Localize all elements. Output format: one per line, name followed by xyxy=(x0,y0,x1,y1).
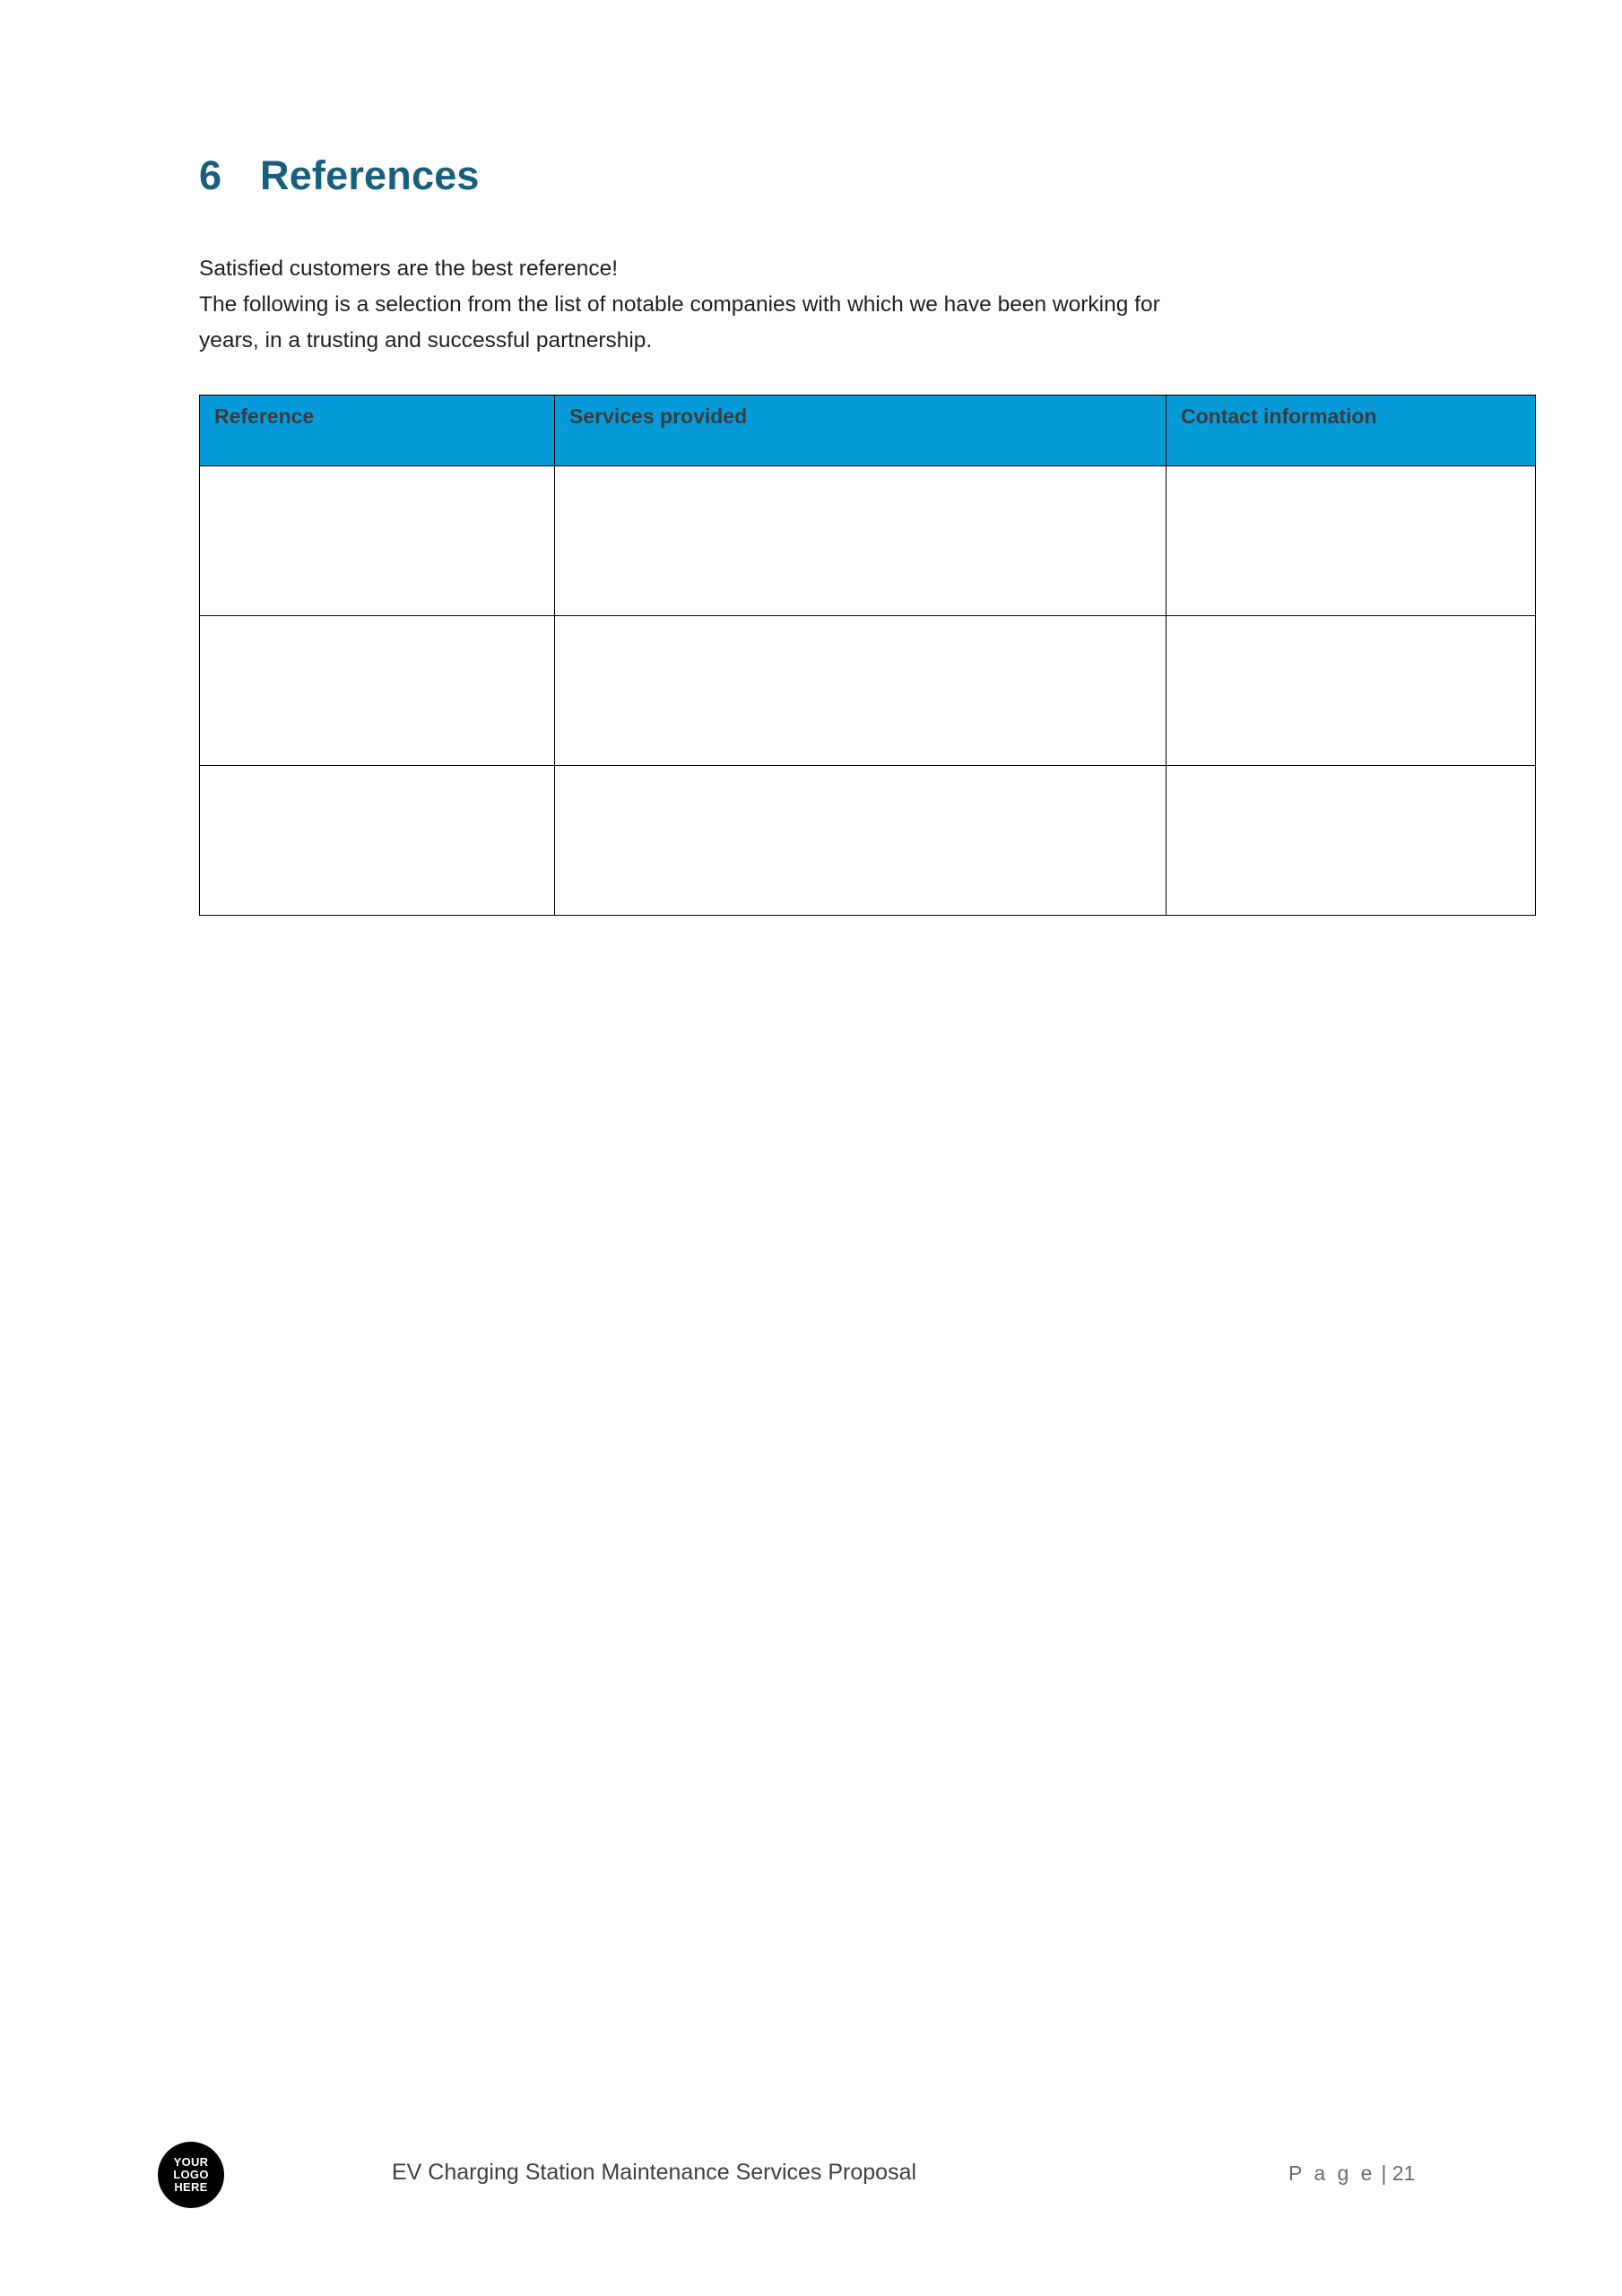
footer-page-word: P a g e xyxy=(1288,2161,1375,2185)
table-cell[interactable] xyxy=(555,616,1167,766)
table-row xyxy=(200,766,1536,916)
intro-line-2: The following is a selection from the list of notable companies with which we have been working for xyxy=(199,292,1160,317)
page-content xyxy=(199,0,1522,916)
logo-line-1: YOUR xyxy=(173,2155,209,2169)
table-header-row xyxy=(200,396,1536,466)
column-header-services-provided: Services provided xyxy=(555,396,1167,466)
column-header-contact-information: Contact information xyxy=(1167,396,1536,466)
footer-page-value: 21 xyxy=(1392,2161,1416,2185)
page-title xyxy=(199,152,1522,199)
table-cell[interactable] xyxy=(200,466,555,616)
intro-line-1: Satisfied customers are the best reference! xyxy=(199,257,619,281)
table-cell[interactable] xyxy=(1167,466,1536,616)
table-row xyxy=(200,616,1536,766)
column-header-reference: Reference xyxy=(200,396,555,466)
logo-line-2: LOGO xyxy=(173,2168,209,2181)
footer-document-title: EV Charging Station Maintenance Services Proposal xyxy=(392,2160,917,2185)
table-cell[interactable] xyxy=(1167,616,1536,766)
logo xyxy=(158,2142,224,2208)
section-title: References xyxy=(260,152,480,198)
table-cell[interactable] xyxy=(555,466,1167,616)
footer-page-number xyxy=(1288,2161,1415,2186)
intro-paragraph xyxy=(199,251,1445,359)
page-footer xyxy=(0,2117,1622,2296)
table-cell[interactable] xyxy=(200,766,555,916)
logo-line-3: HERE xyxy=(174,2180,208,2194)
intro-line-3: years, in a trusting and successful partnership. xyxy=(199,328,653,352)
table-cell[interactable] xyxy=(555,766,1167,916)
table-cell[interactable] xyxy=(1167,766,1536,916)
section-number: 6 xyxy=(199,152,222,198)
table-cell[interactable] xyxy=(200,616,555,766)
footer-page-separator: | xyxy=(1381,2161,1387,2185)
table-row xyxy=(200,466,1536,616)
references-table xyxy=(199,395,1536,916)
